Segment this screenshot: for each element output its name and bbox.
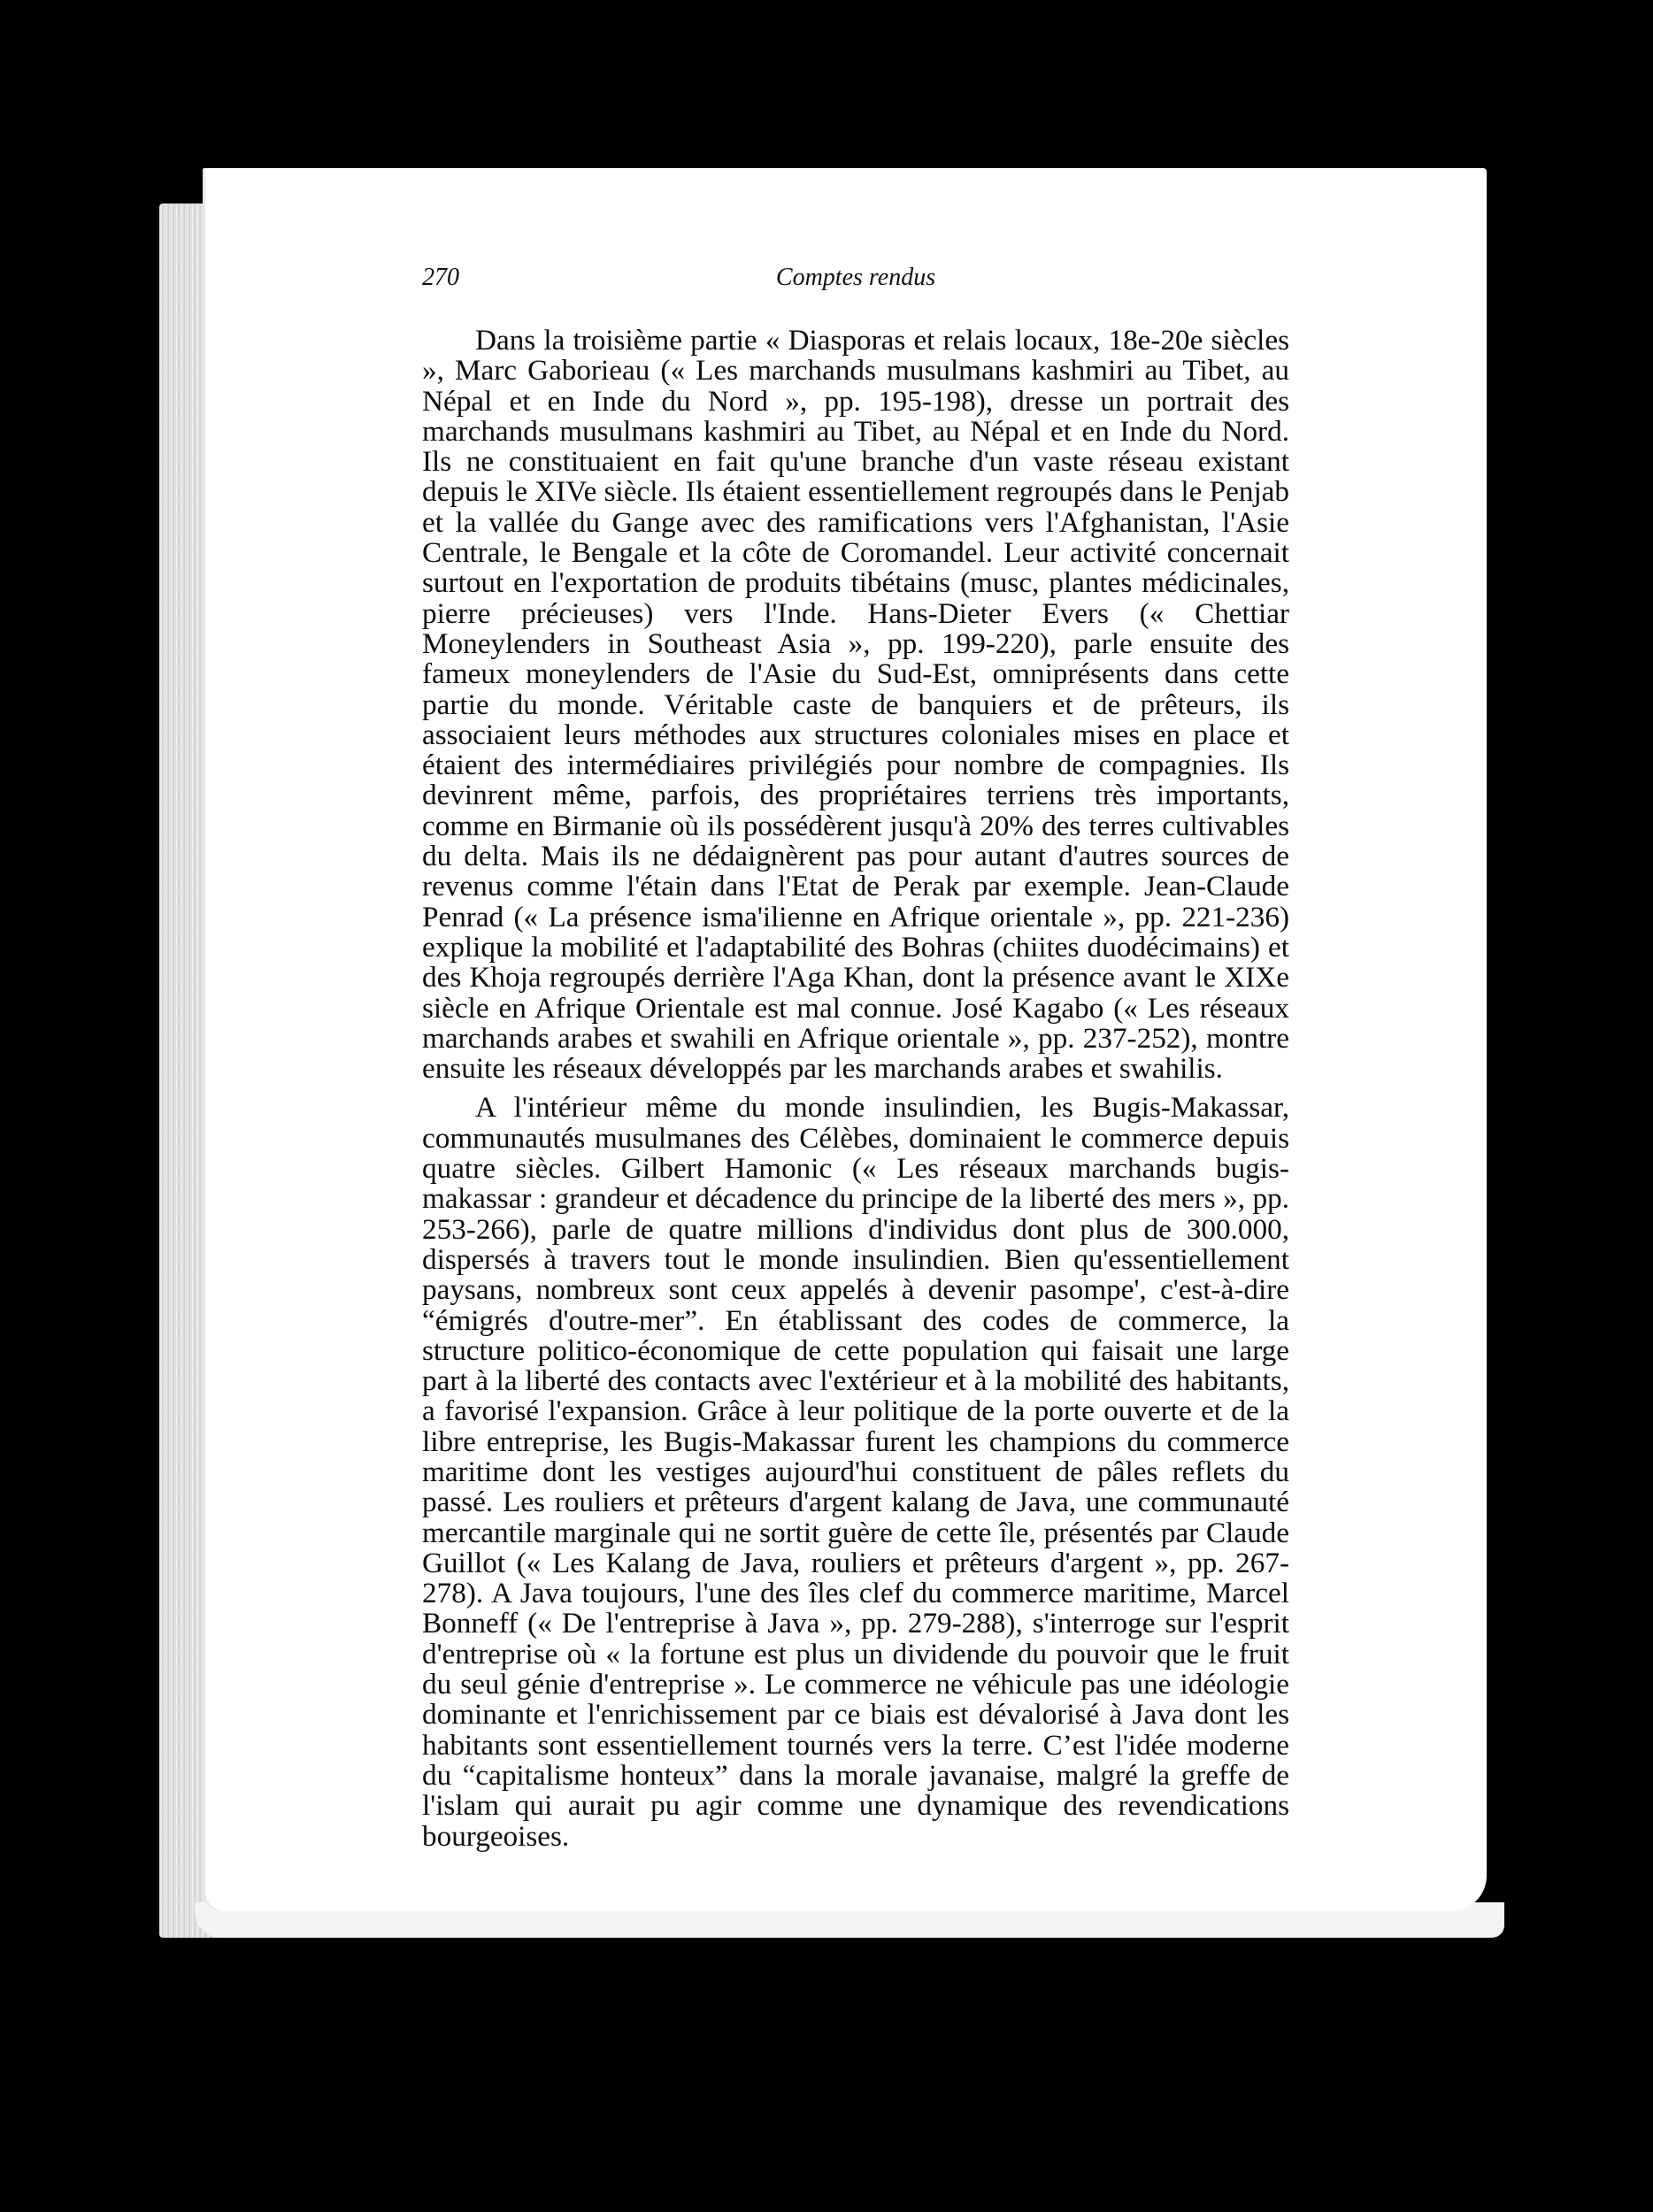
page-number: 270 xyxy=(422,264,459,291)
paragraph: Dans la troisième partie « Diasporas et relais locaux, 18e-20e siècles », Marc Gaborieau (« Les marchands musulmans kashmiri au Tibet, au Népal et en Inde du Nord », pp. 195-198), dresse un portrait des marchands musulmans kashmiri au Tibet, au Népal et en Inde du Nord. Ils ne constituaient en fait qu'une branche d'un vaste réseau existant depuis le XIVe siècle. Ils étaient essentiellement regroupés dans le Penjab et la vallée du Gange avec des ramifications vers l'Afghanistan, l'Asie Centrale, le Bengale et la côte de Coromandel. Leur activité concernait surtout en l'exportation de produits tibétains (musc, plantes médicinales, pierre précieuses) vers l'Inde. Hans-Dieter Evers (« Chettiar Moneylenders in Southeast Asia », pp. 199-220), parle ensuite des fameux moneylenders de l'Asie du Sud-Est, omniprésents dans cette partie du monde. Véritable caste de banquiers et de prêteurs, ils associaient leurs méthodes aux structures coloniales mises en place et étaient des intermédiaires privilégiés pour nombre de compagnies. Ils devinrent même, parfois, des propriétaires terriens très importants, comme en Birmanie où ils possédèrent jusqu'à 20% des terres cultivables du delta. Mais ils ne dédaignèrent pas pour autant d'autres sources de revenus comme l'étain dans l'Etat de Perak par exemple. Jean-Claude Penrad (« La présence isma'ilienne en Afrique orientale », pp. 221-236) explique la mobilité et l'adaptabilité des Bohras (chiites duodécimains) et des Khoja regroupés derrière l'Aga Khan, dont la présence avant le XIXe siècle en Afrique Orientale est mal connue. José Kagabo (« Les réseaux marchands arabes et swahili en Afrique orientale », pp. 237-252), montre ensuite les réseaux développés par les marchands arabes et swahilis. xyxy=(422,324,1289,1086)
paragraph: A l'intérieur même du monde insulindien, les Bugis-Makassar, communautés musulmanes des Célèbes, dominaient le commerce depuis quatre siècles. Gilbert Hamonic (« Les réseaux marchands bugis-makassar : grandeur et décadence du principe de la liberté des mers », pp. 253-266), parle de quatre millions d'individus dont plus de 300.000, dispersés à travers tout le monde insulindien. Bien qu'essentiellement paysans, nombreux sont ceux appelés à devenir pasompe', c'est-à-dire “émigrés d'outre-mer”. En établissant des codes de commerce, la structure politico-économique de cette population qui faisait une large part à la liberté des contacts avec l'extérieur et à la mobilité des habitants, a favorisé l'expansion. Grâce à leur politique de la porte ouverte et de la libre entreprise, les Bugis-Makassar furent les champions du commerce maritime dont les vestiges aujourd'hui constituent de pâles reflets du passé. Les rouliers et prêteurs d'argent kalang de Java, une communauté mercantile marginale qui ne sortit guère de cette île, présentés par Claude Guillot (« Les Kalang de Java, rouliers et prêteurs d'argent », pp. 267-278). A Java toujours, l'une des îles clef du commerce maritime, Marcel Bonneff (« De l'entreprise à Java », pp. 279-288), s'interroge sur l'esprit d'entreprise où « la fortune est plus un dividende du pouvoir que le fruit du seul génie d'entreprise ». Le commerce ne véhicule pas une idéologie dominante et l'enrichissement par ce biais est dévalorisé à Java dont les habitants sont essentiellement tournés vers la terre. C’est l'idée moderne du “capitalisme honteux” dans la morale javanaise, malgré la greffe de l'islam qui aurait pu agir comme une dynamique des revendications bourgeoises. xyxy=(422,1091,1289,1853)
running-head: Comptes rendus xyxy=(775,264,936,291)
page-header xyxy=(422,264,1289,299)
book-page xyxy=(205,168,1487,1911)
review-body xyxy=(422,326,1289,1852)
